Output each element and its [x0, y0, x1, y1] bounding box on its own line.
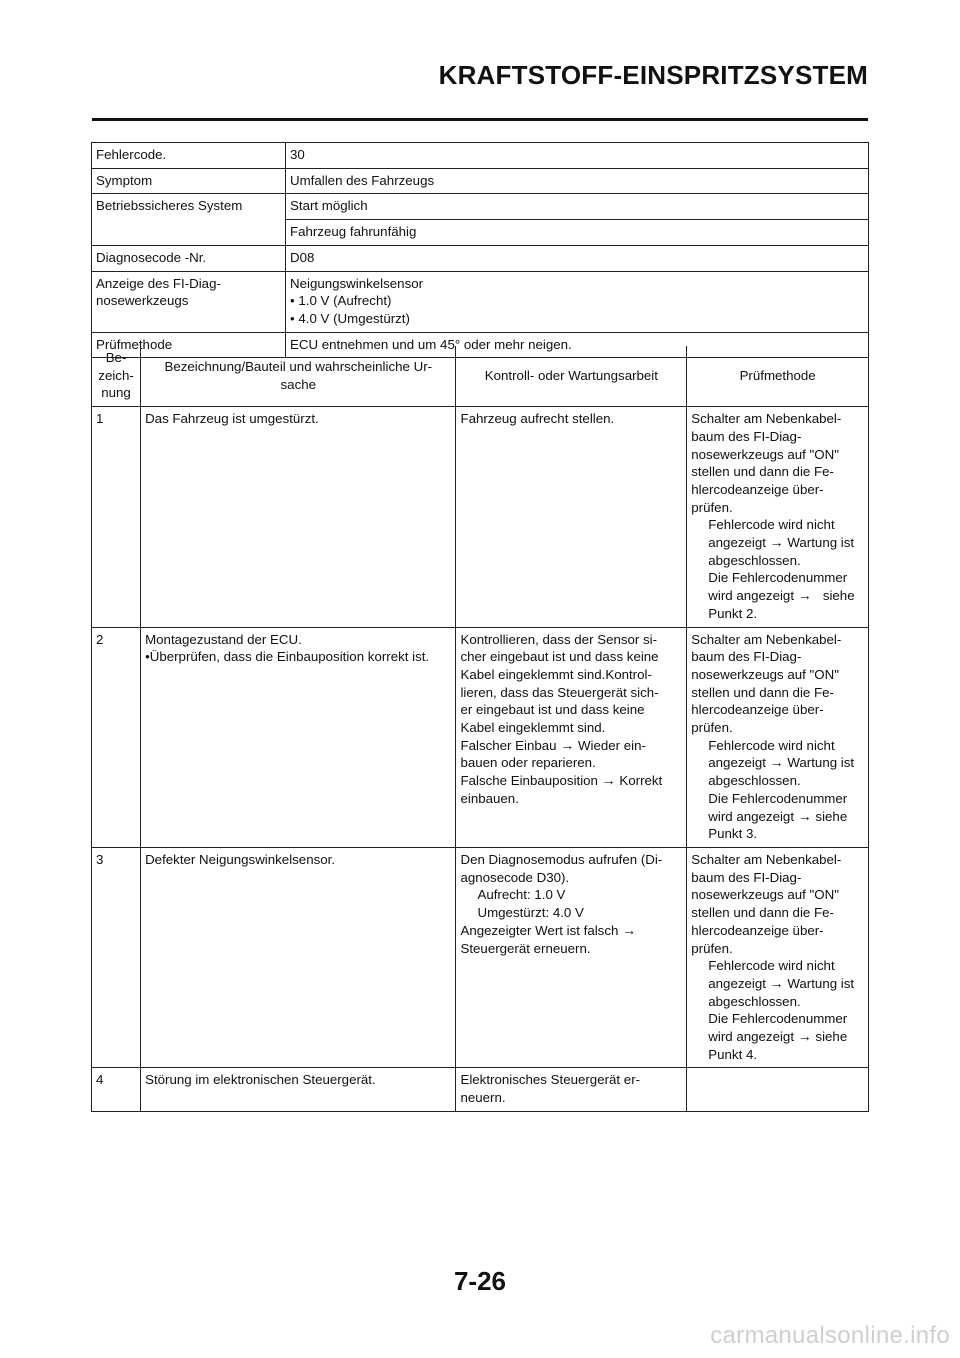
action-result — [460, 772, 682, 807]
step-cause: Defekter Neigungswinkelsensor. — [141, 847, 456, 1067]
procedure-table — [91, 346, 869, 1112]
page-title: KRAFTSTOFF-EINSPRITZSYSTEM — [438, 60, 868, 90]
table-row — [92, 245, 869, 271]
step-check — [687, 1068, 869, 1111]
action-text: Wieder ein- bauen oder reparieren. — [460, 737, 646, 771]
tool-display-bullet: • 4.0 V (Umgestürzt) — [290, 310, 410, 326]
arrow-right-icon: → — [769, 974, 784, 991]
action-value-upright: Aufrecht: 1.0 V — [477, 887, 566, 903]
action-text: Kontrollieren, dass der Sensor si- cher eingebaut ist und dass keine Kabel eingeklemmt sind.Kontrol- lieren, dass das Steuergerät sich- er eingebaut ist und dass keine Kabel eingeklemmt sind. — [460, 631, 659, 736]
column-header-action: Kontroll- oder Wartungsarbeit — [456, 346, 687, 407]
check-text: Die Fehlercodenummer wird angezeigt — [708, 570, 848, 604]
step-cause-title: Montagezustand der ECU. — [145, 631, 302, 647]
action-text: Korrekt einbauen. — [460, 773, 663, 806]
check-text: Die Fehlercodenummer wird angezeigt — [708, 790, 848, 824]
failsafe-value: Fahrzeug fahrunfähig — [286, 220, 869, 246]
step-cause-bullet: •Überprüfen, dass die Einbauposition korrekt ist. — [145, 649, 430, 665]
column-header-check: Prüfmethode — [687, 346, 869, 407]
action-value-fallen: Umgestürzt: 4.0 V — [477, 905, 584, 921]
tool-display-label-line: nosewerkzeugs — [96, 293, 189, 309]
check-instruction: Schalter am Nebenkabel- baum des FI-Diag- nosewerkzeugs auf "ON" stellen und dann die Fe- hlercodeanzeige über- prüfen. — [691, 411, 842, 515]
step-action — [456, 847, 687, 1067]
diag-code-value: D08 — [286, 245, 869, 271]
check-instruction: Schalter am Nebenkabel- baum des FI-Diag- nosewerkzeugs auf "ON" stellen und dann die Fe- hlercodeanzeige über- prüfen. — [691, 851, 842, 956]
table-header-row — [92, 346, 869, 407]
arrow-right-icon: → — [622, 921, 637, 938]
table-row — [92, 194, 869, 220]
action-text: Angezeigter Wert ist falsch — [460, 922, 619, 938]
action-result — [460, 737, 682, 772]
fault-code-value: 30 — [286, 143, 869, 169]
step-check — [687, 407, 869, 627]
table-row — [92, 1068, 869, 1111]
check-text: Fehlercode wird nicht angezeigt — [708, 958, 835, 991]
tool-display-bullet: • 1.0 V (Aufrecht) — [290, 293, 392, 309]
table-row — [92, 407, 869, 627]
check-text: Wartung ist abgeschlossen. — [708, 755, 855, 789]
column-header-number: Be- zeich- nung — [92, 346, 141, 407]
step-number: 3 — [92, 847, 141, 1067]
check-text: Fehlercode wird nicht angezeigt — [708, 737, 835, 771]
action-text: Falsche Einbauposition — [460, 773, 598, 789]
check-method-label: Prüfmethode — [92, 332, 286, 358]
page-number: 7-26 — [453, 1266, 507, 1296]
step-cause — [141, 627, 456, 847]
check-text: Die Fehlercodenummer wird angezeigt — [708, 1011, 848, 1045]
arrow-right-icon: → — [560, 736, 575, 753]
step-cause: Störung im elektronischen Steuergerät. — [141, 1068, 456, 1111]
step-action: Fahrzeug aufrecht stellen. — [456, 407, 687, 627]
symptom-value: Umfallen des Fahrzeugs — [286, 168, 869, 194]
check-result-shown — [691, 569, 864, 622]
table-row — [92, 143, 869, 169]
step-cause: Das Fahrzeug ist umgestürzt. — [141, 407, 456, 627]
header-rule — [92, 118, 868, 121]
check-method-value: ECU entnehmen und um 45° oder mehr neigen. — [286, 332, 869, 358]
table-row — [92, 627, 869, 847]
check-text: siehe Punkt 3. — [708, 808, 848, 842]
step-action — [456, 627, 687, 847]
check-result-shown — [691, 790, 864, 843]
check-text: siehe Punkt 2. — [708, 588, 855, 621]
table-row — [92, 847, 869, 1067]
column-header-cause: Bezeichnung/Bauteil und wahrscheinliche Ur- sache — [141, 346, 456, 407]
failsafe-label: Betriebssicheres System — [92, 194, 286, 245]
table-row — [92, 168, 869, 194]
check-text: siehe Punkt 4. — [708, 1029, 848, 1062]
arrow-right-icon: → — [601, 772, 616, 789]
action-result — [460, 922, 682, 957]
step-check — [687, 847, 869, 1067]
step-action: Elektronisches Steuergerät er- neuern. — [456, 1068, 687, 1111]
step-check — [687, 627, 869, 847]
fault-info-table — [91, 142, 869, 358]
arrow-right-icon: → — [797, 587, 812, 604]
tool-display-value — [286, 271, 869, 332]
arrow-right-icon: → — [769, 754, 784, 771]
check-text: Fehlercode wird nicht angezeigt — [708, 517, 835, 551]
check-instruction: Schalter am Nebenkabel- baum des FI-Diag- nosewerkzeugs auf "ON" stellen und dann die Fe- hlercodeanzeige über- prüfen. — [691, 631, 842, 736]
tool-display-label — [92, 271, 286, 332]
action-text: Falscher Einbau — [460, 737, 557, 753]
check-result-not-shown — [691, 957, 864, 1010]
check-result-not-shown — [691, 516, 864, 569]
check-result-not-shown — [691, 737, 864, 790]
table-row — [92, 271, 869, 332]
check-text: Wartung ist abgeschlossen. — [708, 975, 855, 1009]
arrow-right-icon: → — [797, 1028, 812, 1045]
check-text: Wartung ist abgeschlossen. — [708, 535, 855, 568]
watermark: carmanualsonline.info — [710, 1322, 950, 1349]
step-number: 4 — [92, 1068, 141, 1111]
fault-code-label: Fehlercode. — [92, 143, 286, 169]
diag-code-label: Diagnosecode -Nr. — [92, 245, 286, 271]
step-number: 1 — [92, 407, 141, 627]
arrow-right-icon: → — [797, 807, 812, 824]
arrow-right-icon: → — [769, 534, 784, 551]
tool-display-title: Neigungswinkelsensor — [290, 275, 424, 291]
tool-display-label-line: Anzeige des FI-Diag- — [96, 275, 221, 291]
action-text: Den Diagnosemodus aufrufen (Di- agnosecode D30). — [460, 851, 663, 885]
action-text: Steuergerät erneuern. — [460, 940, 591, 956]
check-result-shown — [691, 1010, 864, 1063]
step-number: 2 — [92, 627, 141, 847]
symptom-label: Symptom — [92, 168, 286, 194]
failsafe-value: Start möglich — [286, 194, 869, 220]
